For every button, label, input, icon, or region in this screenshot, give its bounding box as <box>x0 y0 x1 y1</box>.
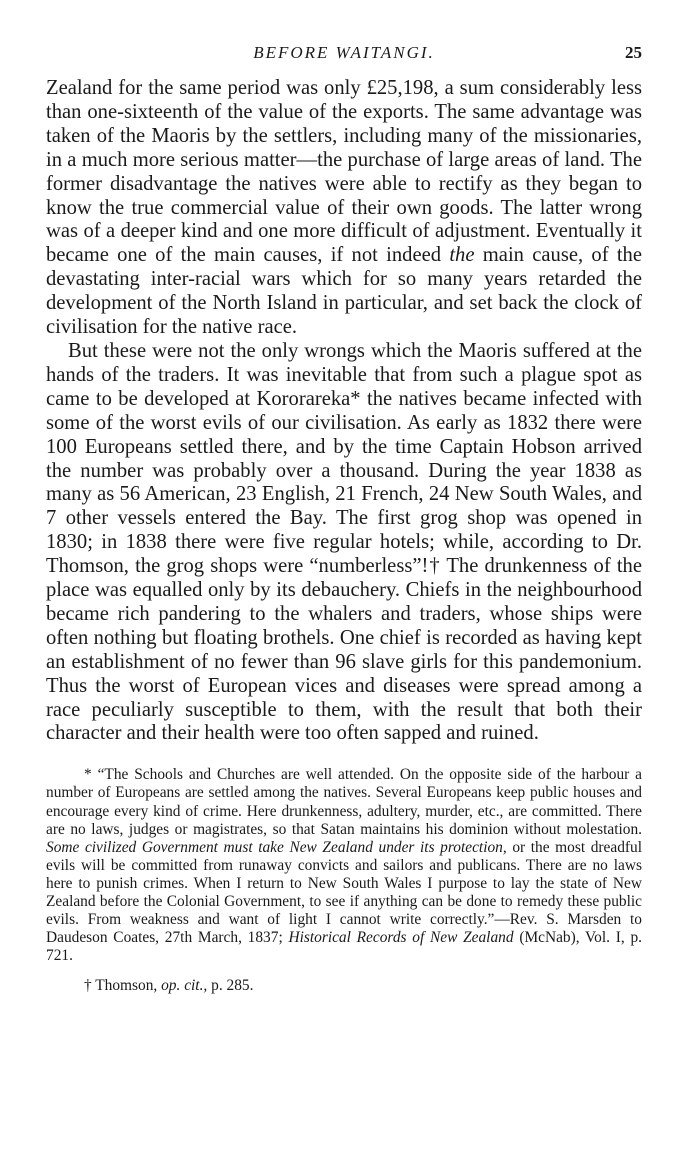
footnote-2 <box>46 977 642 995</box>
paragraph-1-text-a: Zealand for the same period was only £25,198, a sum considerably less than one-sixteenth of the value of the exports. The same advantage was taken of the Maoris by the settlers, including many of the missionaries, in a much more serious matter—the purchase of large areas of land. The former disadvantage the natives were able to rectify as they began to know the true commercial value of their own goods. The latter wrong was of a deeper kind and one more difficult of adjustment. Eventually it became one of the main causes, if not indeed <box>46 77 642 267</box>
footnote-1-emphasis-b: Historical Records of New Zealand <box>288 929 514 947</box>
body-text <box>46 77 642 746</box>
footnote-1-text-a: * “The Schools and Churches are well attended. On the opposite side of the harbour a number of Europeans are settled among the natives. Several Europeans keep public houses and encourage every kind of crime. Here drunkenness, adultery, murder, etc., are committed. There are no laws, judges or magistrates, so that Satan maintains his dominion without molestation. <box>46 766 642 838</box>
paragraph-1-emphasis: the <box>449 244 475 267</box>
footnotes <box>46 766 642 995</box>
footnote-2-text-b: p. 285. <box>207 977 254 995</box>
paragraph-1-text-b: main cause, of the devastating inter-racial wars which for so many years retarded the development of the North Island in particular, and set back the clock of civilisation for the native race. <box>46 244 642 339</box>
page <box>46 40 642 996</box>
running-head <box>46 40 642 64</box>
paragraph-1 <box>46 77 642 340</box>
footnote-1 <box>46 766 642 965</box>
footnote-2-emphasis: op. cit., <box>161 977 208 995</box>
footnote-1-text-c: (McNab), Vol. I, p. 721. <box>46 929 643 965</box>
footnote-1-text-b: or the most dreadful evils will be committed from runaway convicts and sailors and publicans. There are no laws here to punish crimes. When I return to New South Wales I purpose to lay the state of New Zealand before the Colonial Government, to see if anything can be done to remedy these public evils. From weakness and want of light I cannot write correctly.”—Rev. S. Marsden to Daudeson Coates, 27th March, 1837; <box>46 838 642 947</box>
paragraph-2 <box>46 340 642 746</box>
footnote-1-emphasis-a: Some civilized Government must take New Zealand under its protection, <box>46 838 507 856</box>
page-number: 25 <box>625 43 642 62</box>
paragraph-2-text: But these were not the only wrongs which the Maoris suffered at the hands of the traders. It was inevitable that from such a plague spot as came to be developed at Kororareka* the natives became infected with some of the worst evils of our civilisation. As early as 1832 there were 100 Europeans settled there, and by the time Captain Hobson arrived the number was probably over a thousand. During the year 1838 as many as 56 American, 23 English, 21 French, 24 New South Wales, and 7 other vessels entered the Bay. The first grog shop was opened in 1830; in 1838 there were five regular hotels; while, according to Dr. Thomson, the grog shops were “numberless”!† The drunkenness of the place was equalled only by its debauchery. Chiefs in the neighbourhood became rich pandering to the whalers and traders, whose ships were often nothing but floating brothels. One chief is recorded as having kept an establishment of no fewer than 96 slave girls for this pandemonium. Thus the worst of European vices and diseases were spread among a race peculiarly susceptible to them, with the result that both their character and their health were too often sapped and ruined. <box>46 339 642 745</box>
footnote-2-text-a: † Thomson, <box>84 977 162 995</box>
running-title: BEFORE WAITANGI. <box>253 43 435 62</box>
